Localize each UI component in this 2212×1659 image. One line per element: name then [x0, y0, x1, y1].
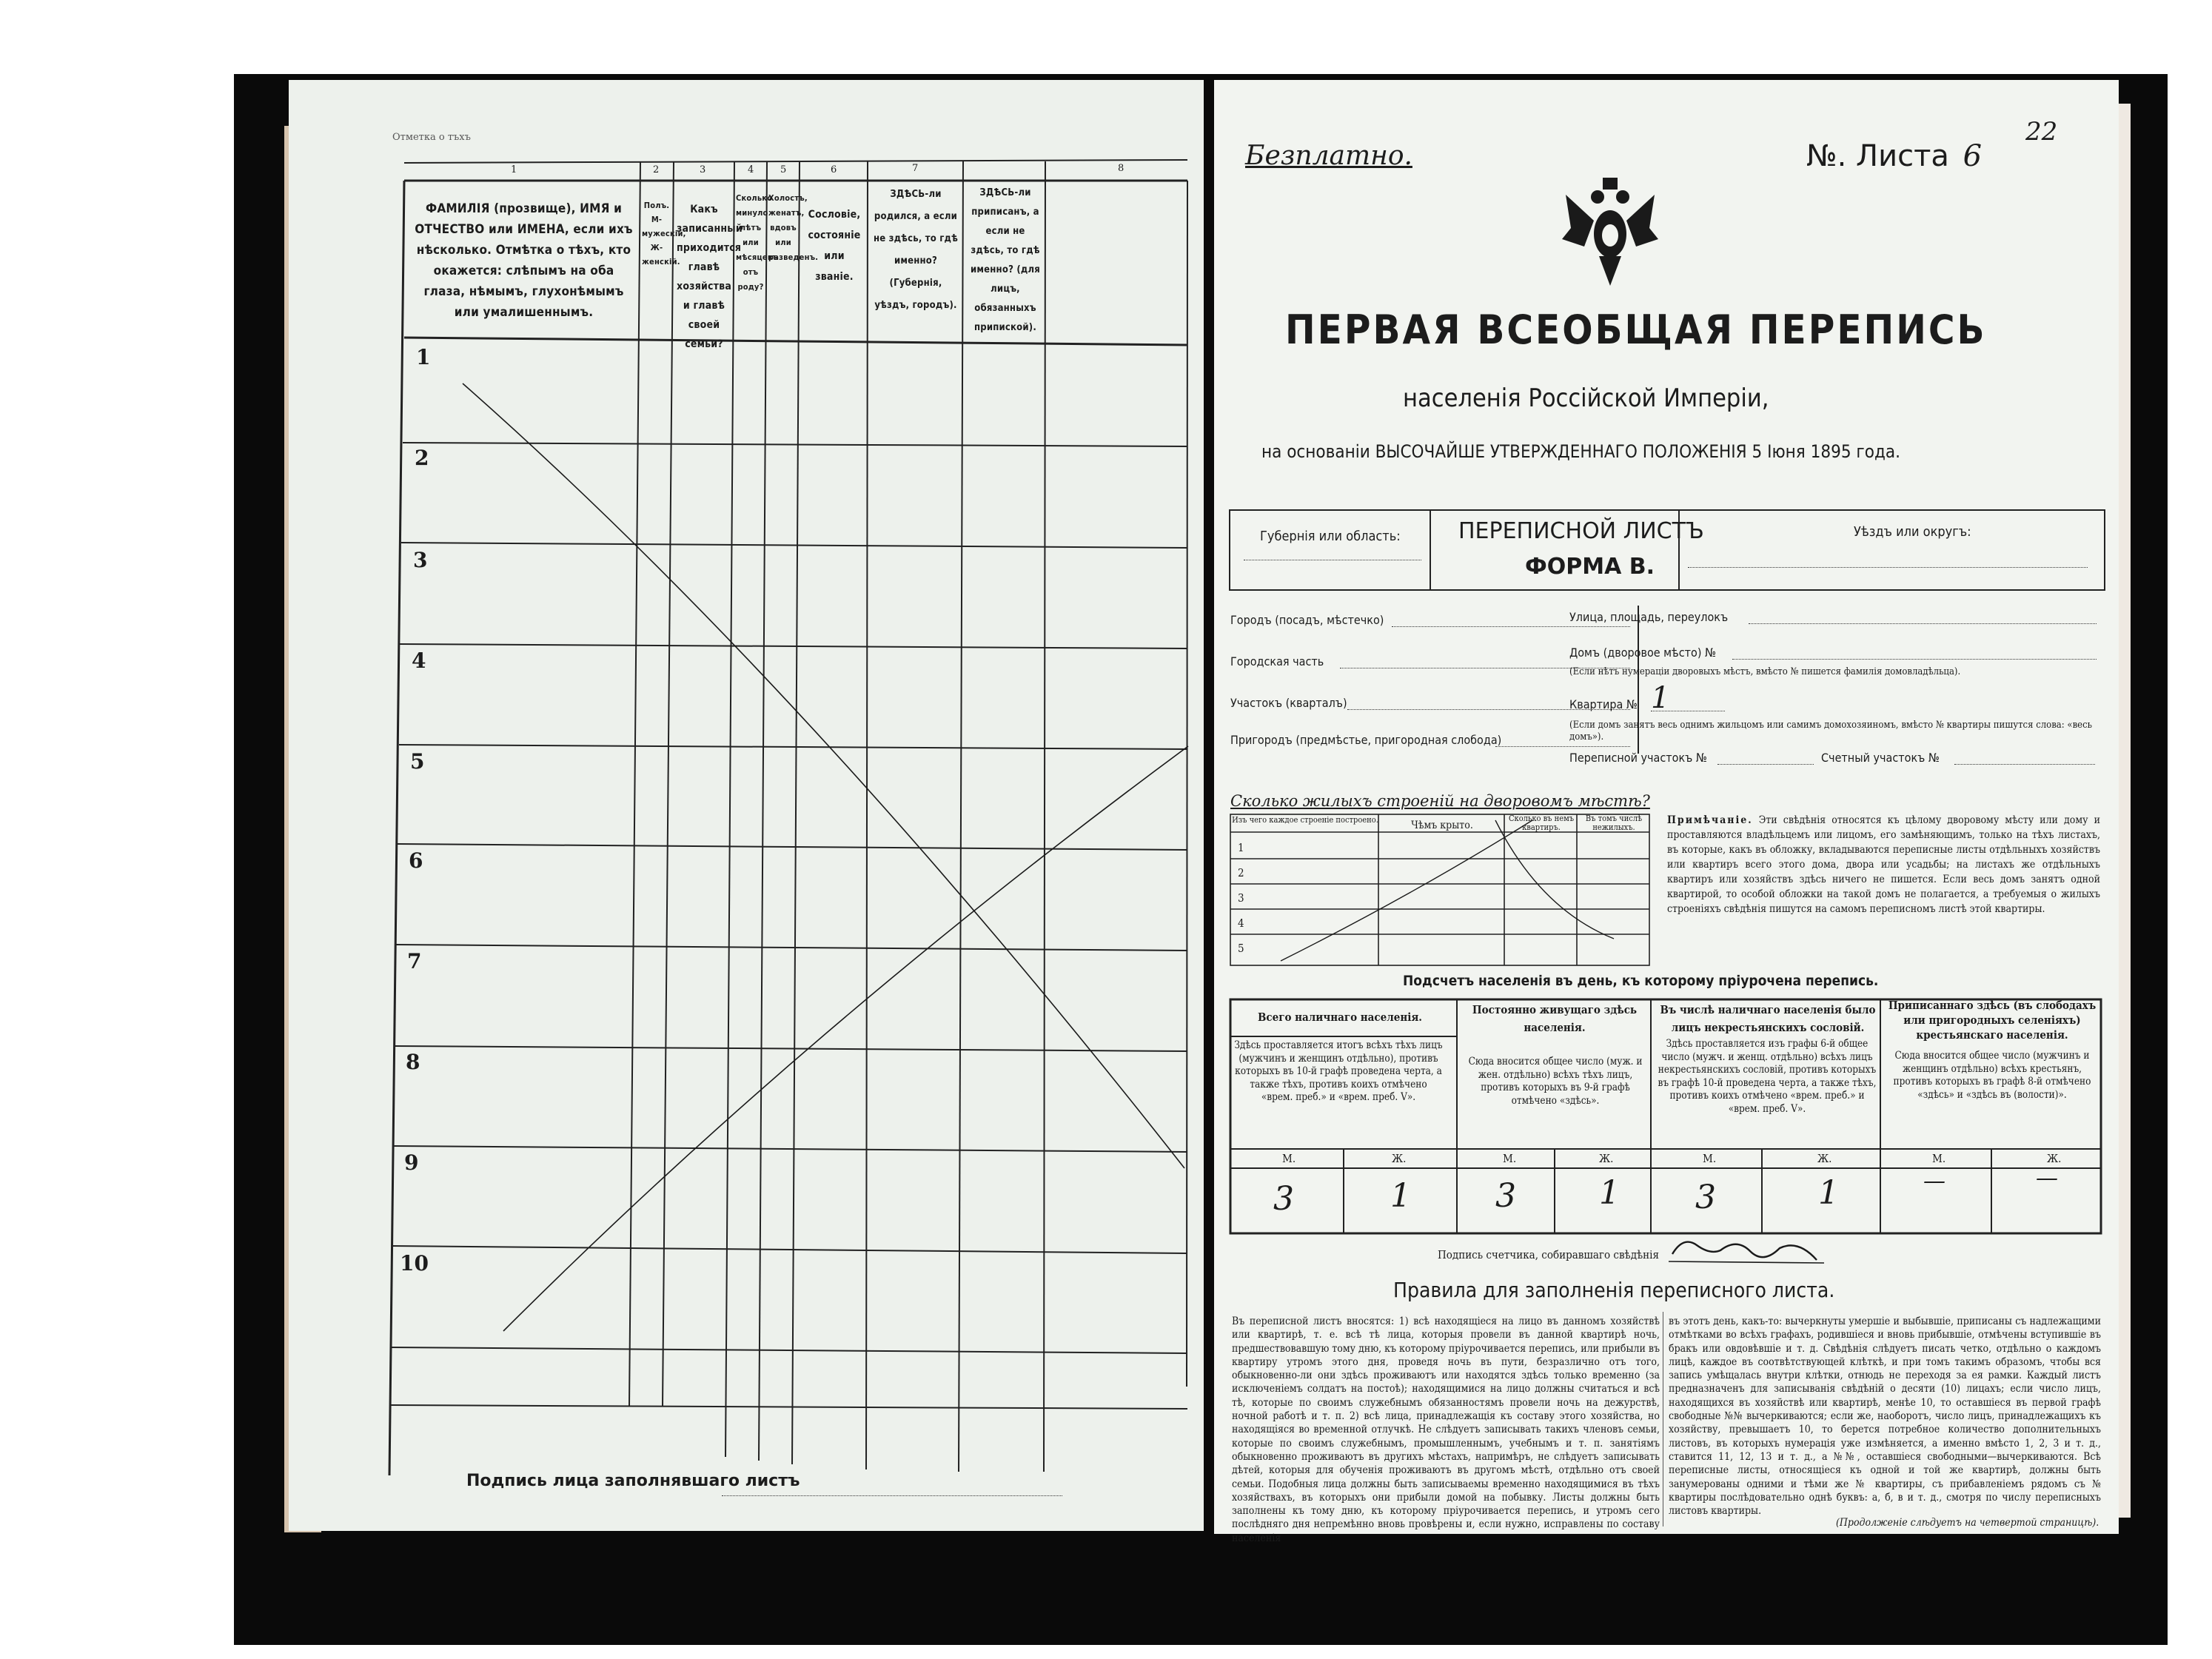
bld-h-nonresidential: Въ томъ числѣ нежилыхъ.: [1585, 814, 1643, 832]
mf-label-6: Ж.: [1817, 1152, 1832, 1165]
sheet-number-value: 6: [1963, 139, 1983, 173]
header-col2: Полъ. М-мужескій, Ж-женскій.: [642, 201, 686, 267]
gubernia-label: Губернія или область:: [1260, 529, 1401, 544]
header-col3: Какъ записанный приходится главѣ хозяйства и главѣ своей семьи?: [677, 204, 743, 350]
bld-h-roof: Чѣмъ крыто.: [1411, 820, 1473, 831]
gorod-label: Городъ (посадъ, мѣстечко): [1230, 613, 1384, 627]
rules-right-column: въ этотъ день, какъ-то: вычеркнуты умершіе и выбывшіе, приписаны съ надлежащими отмѣтками во всѣхъ графахъ, родившіеся и вновь прибывшіе, отмѣчены вступившіе въ бракъ или овдовѣвшіе и т. д. Свѣдѣнія слѣдуетъ писать четко, отдѣльно о каждомъ лицѣ, каждое въ соотвѣтствующей клѣткѣ, и при томъ такимъ образомъ, чтобы вся запись умѣщалась внутри клѣтки, отнюдь не переходя за ея рамки. Каждый листъ предназначенъ для записыванія свѣдѣній о десяти (10) лицахъ; если число лицъ, находящихся въ хозяйствѣ или квартирѣ, менѣе 10, то оставшіеся въ первой графѣ свободные №№ вычеркиваются; если же, наоборотъ, число лицъ, принадлежащихъ къ хозяйству, превышаетъ 10, то берется потребное количество дополнительныхъ листовъ, въ которыхъ нумерація ужe измѣняется, а именно вмѣсто 1, 2, 3 и т. д., ставится 11, 12, 13 и т. д., а №№, оставшіеся свободными—вычеркиваются. Всѣ переписные листы, относящіеся къ одной и той же квартирѣ, должны быть занумерованы одними и тѣми же № квартиры, съ прибавленіемъ рядомъ съ № квартиры послѣдовательно однѣ буквъ: а, б, в и т. д., смотря по числу переписныхъ листовъ квартиры.: [1669, 1316, 2101, 1518]
kvartira-value: 1: [1651, 681, 1670, 715]
note-block: [1667, 813, 2100, 916]
bld-row-1: 1: [1238, 841, 1244, 854]
row-number-7: 7: [407, 949, 422, 973]
header-col4: Сколько минуло лѣтъ или мѣсяцевъ отъ роду?: [736, 193, 778, 292]
census-title: ПЕРВАЯ ВСЕОБЩАЯ ПЕРЕПИСЬ: [1285, 306, 1987, 353]
row-number-6: 6: [409, 848, 423, 873]
summary-h-total: Всего наличнаго населенія.: [1258, 1011, 1422, 1024]
counter-signature: [1669, 1232, 1824, 1269]
ulitsa-field-label: Улица, площадь, переулокъ: [1569, 610, 1729, 624]
kvartira-note: (Если домъ занятъ весь однимъ жильцомъ или самимъ домохозяиномъ, вмѣсто № квартиры пишутся слова: «весь домъ»).: [1569, 720, 2092, 743]
bld-h-material: Изъ чего каждое строеніе построено.: [1232, 815, 1378, 825]
header-col8: ЗДѢСЬ-ли приписанъ, а если не здѣсь, то гдѣ именно? (для лицъ, обязанныхъ припиской).: [970, 187, 1040, 333]
census-basis: на основаніи ВЫСОЧАЙШЕ УТВЕРЖДЕННАГО ПОЛОЖЕНІЯ 5 Іюня 1895 года.: [1261, 441, 1900, 462]
col-num-7: 7: [912, 163, 919, 174]
mf-label-5: М.: [1703, 1152, 1717, 1165]
row-number-5: 5: [410, 749, 425, 774]
row-number-3: 3: [413, 548, 428, 572]
col-num-5: 5: [780, 164, 787, 175]
mf-label-7: М.: [1932, 1152, 1946, 1165]
row-number-4: 4: [412, 648, 426, 673]
bld-row-5: 5: [1238, 942, 1244, 955]
summary-desc-peasant: Сюда вносится общее число (мужчинъ и женщинъ отдѣльно) всѣхъ крестьянъ, противъ которыхъ въ графѣ 8-й отмѣчено «здѣсь» и «здѣсь въ (волости)».: [1893, 1050, 2091, 1101]
dom-note: (Если нѣтъ нумераціи дворовыхъ мѣстъ, вмѣсто № пишется фамилія домовладѣльца).: [1569, 666, 1961, 677]
mf-value-peas-f: —: [2036, 1165, 2058, 1191]
note-title: Примѣчаніе.: [1667, 814, 1753, 826]
summary-h-nonpeasant: Въ числѣ наличнаго населенія было лицъ некрестьянскихъ сословій.: [1660, 1003, 1876, 1034]
right-page-content: [1214, 80, 2119, 1544]
mf-label-3: М.: [1503, 1152, 1517, 1165]
dom-label: Домъ (дворовое мѣсто) №: [1569, 646, 1716, 660]
mf-label-4: Ж.: [1599, 1152, 1614, 1165]
uchastok-label: Участокъ (кварталъ): [1230, 696, 1347, 710]
mf-value-peas-m: —: [1923, 1168, 1945, 1194]
kvartira-label: Квартира №: [1569, 697, 1638, 711]
summary-desc-permanent: Сюда вносится общее число (муж. и жен. отдѣльно) всѣхъ тѣхъ лицъ, противъ которыхъ въ 9-й графѣ отмѣчено «здѣсь».: [1468, 1056, 1643, 1107]
col-num-6: 6: [831, 164, 837, 175]
mf-value-perm-m: 3: [1495, 1177, 1516, 1215]
mf-value-nonp-m: 3: [1695, 1179, 1716, 1216]
mf-value-total-m: 3: [1273, 1180, 1294, 1218]
gorod-chast-label: Городская часть: [1230, 654, 1324, 668]
free-label: Безплатно.: [1245, 141, 1412, 171]
bld-h-apartments: Сколько въ немъ квартиръ.: [1508, 814, 1575, 832]
form-letter: ФОРМА В.: [1525, 554, 1655, 580]
mf-value-total-f: 1: [1390, 1177, 1411, 1215]
col-num-2: 2: [653, 164, 660, 175]
sheet-label: №. Листа: [1806, 139, 1949, 173]
schetny-label: Счетный участокъ №: [1821, 751, 1940, 765]
note-text: Эти свѣдѣнія относятся къ цѣлому дворовому мѣсту или дому и проставляются владѣльцемъ или лицомъ, его замѣняющимъ, только на тѣхъ листахъ, въ которые, какъ въ обложку, вкладываются переписные листы отдѣльныхъ хозяйствъ или квартиръ всего этого дома, двора или усадьбы; на листахъ же отдѣльныхъ квартиръ или хозяйствъ здѣсь ничего не пишется. Если весь домъ занятъ одной квартирой, то особой обложки на такой домъ не полагается, а требуемыя о жилыхъ строеніяхъ свѣдѣнія пишутся на самомъ переписномъ листѣ этой квартиры.: [1667, 814, 2100, 915]
mf-label-8: Ж.: [2047, 1152, 2062, 1165]
header-col7: ЗДѢСЬ-ли родился, а если не здѣсь, то гдѣ именно? (Губернія, уѣздъ, городъ).: [873, 189, 959, 311]
col-num-4: 4: [748, 164, 754, 175]
summary-h-peasant: Приписаннаго здѣсь (въ слободахъ или пригородныхъ селеніяхъ) крестьянскаго населенія.: [1888, 999, 2097, 1042]
col-num-1: 1: [511, 164, 517, 175]
top-strip-text: Отметка о тъхъ: [392, 132, 471, 143]
bld-row-4: 4: [1238, 916, 1244, 930]
mf-value-nonp-f: 1: [1818, 1174, 1839, 1212]
row-number-1: 1: [416, 345, 431, 369]
buildings-question: Сколько жилыхъ строеній на дворовомъ мѣстѣ?: [1230, 792, 1650, 810]
row-number-9: 9: [404, 1150, 419, 1175]
mf-label-1: М.: [1282, 1152, 1296, 1165]
row-number-2: 2: [415, 446, 429, 470]
summary-h-permanent: Постоянно живущаго здѣсь населенія.: [1472, 1003, 1638, 1034]
filler-signature-label: Подпись лица заполнявшаго листъ: [466, 1472, 800, 1490]
summary-title: Подсчетъ населенія въ день, къ которому пріурочена перепись.: [1403, 973, 1879, 989]
header-col1: ФАМИЛІЯ (прозвище), ИМЯ и ОТЧЕСТВО или ИМЕНА, если ихъ нѣсколько. Отмѣтка о тѣхъ, кто окажется: слѣпымъ на оба глаза, нѣмымъ, глухонѣмымъ или умалишеннымъ.: [415, 201, 633, 320]
census-subtitle: населенія Россійской Имперіи,: [1403, 383, 1769, 413]
row-number-10: 10: [400, 1251, 429, 1276]
bld-row-2: 2: [1238, 866, 1244, 879]
counter-signature-label: Подпись счетчика, собиравшаго свѣдѣнія: [1438, 1248, 1659, 1261]
form-title: ПЕРЕПИСНОЙ ЛИСТЪ: [1458, 518, 1704, 544]
rules-left-column: Въ переписной листъ вносятся: 1) всѣ находящіеся на лицо въ данномъ хозяйствѣ или квартирѣ, т. е. всѣ тѣ лица, которыя провели въ данной квартирѣ ночь, предшествовавшую тому дню, къ которому пріурочивается перепись, или прибыли въ квартиру утромъ этого дня, проведя ночь въ пути, безразлично отъ того, обыкновенно-ли они здѣсь проживаютъ или находятся здѣсь только временно (за исключеніемъ солдатъ на постоѣ); находящимися на лицо должны считаться и всѣ тѣ, которые по своимъ служебнымъ обязанностямъ провели ночь на дежурствѣ, ночной работѣ и т. п. 2) всѣ лица, принадлежащія къ составу этого хозяйства, но находящіяся во временной отлучкѣ. Не слѣдуетъ записывать такихъ членовъ семьи, которые по своимъ служебнымъ, промышленнымъ, учебнымъ и т. п. занятіямъ обыкновенно проживаютъ въ другихъ мѣстахъ, напримѣръ, не слѣдуетъ записывать дѣтей, которыя для обученія проживаютъ въ другомъ мѣстѣ, отдѣльно отъ своей семьи. Подобныя лица должны быть записываемы временно находящимися въ тѣхъ хозяйствахъ, въ которыхъ они прибыли домой на побывку. Листы должны быть заполнены къ тому дню, къ которому пріурочивается перепись, и утромъ сего послѣдняго дня непремѣнно вновь провѣрены и, если нужно, исправлены по составу населенія: [1232, 1316, 1660, 1544]
mf-label-2: Ж.: [1392, 1152, 1407, 1165]
col-num-3: 3: [700, 164, 706, 175]
prigorod-label: Пригородъ (предмѣстье, пригородная слобода): [1230, 733, 1502, 747]
left-page: [289, 80, 1204, 1531]
header-col5: Холостъ, женатъ, вдовъ или разведенъ.: [768, 193, 819, 262]
summary-desc-total: Здѣсь проставляется итогъ всѣхъ тѣхъ лицъ (мужчинъ и женщинъ отдѣльно), противъ которыхъ въ 10-й графѣ проведена черта, а также тѣхъ, противъ коихъ отмѣчено «врем. преб.» и «врем. преб. V».: [1234, 1039, 1443, 1103]
filler-signature-line: [722, 1495, 1062, 1496]
col-num-8: 8: [1118, 163, 1125, 174]
summary-desc-nonpeasant: Здѣсь проставляется изъ графы 6-й общее число (мужч. и женщ. отдѣльно) всѣхъ лицъ некрестьянскихъ сословій, противъ которыхъ въ графѣ 10-й проведена черта, а также тѣхъ, противъ коихъ отмѣчено «врем. преб.» и «врем. преб. V».: [1658, 1038, 1877, 1115]
rules-title: Правила для заполненія переписного листа.: [1393, 1278, 1835, 1302]
bld-row-3: 3: [1238, 891, 1244, 905]
uezd-label: Уѣздъ или округъ:: [1854, 524, 1971, 540]
mf-value-perm-f: 1: [1599, 1174, 1620, 1212]
buildings-table: [1229, 813, 1651, 968]
row-number-8: 8: [406, 1050, 420, 1074]
perepisnoy-label: Переписной участокъ №: [1569, 751, 1707, 765]
header-col6: Сословіе, состояніе или званіе.: [808, 209, 861, 283]
rules-continued-note: (Продолженіе слѣдуетъ на четвертой страницѣ).: [1836, 1517, 2099, 1529]
sheet-corner-number: 22: [2025, 117, 2058, 147]
